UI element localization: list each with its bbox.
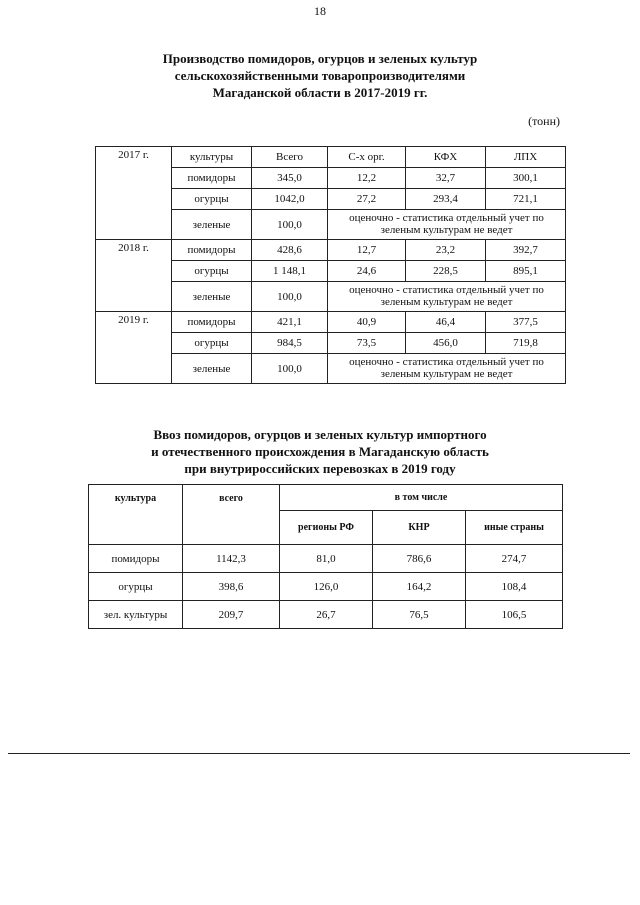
note-cell: оценочно - статистика отдельный учет по зеленым культурам не ведет	[328, 354, 566, 384]
value-cell: 1 148,1	[252, 261, 328, 282]
import-table-title	[80, 426, 560, 477]
header-cell: 2017 г.	[96, 147, 172, 240]
crop-cell: зеленые	[172, 210, 252, 240]
import-table	[88, 484, 563, 629]
value-cell: 27,2	[328, 189, 406, 210]
crop-cell: зел. культуры	[89, 601, 183, 629]
value-cell: 345,0	[252, 168, 328, 189]
value-cell: 32,7	[406, 168, 486, 189]
header-cell: Всего	[252, 147, 328, 168]
crop-cell: огурцы	[172, 333, 252, 354]
unit-label: (тонн)	[528, 114, 560, 128]
value-cell: 392,7	[486, 240, 566, 261]
year-cell: 2019 г.	[96, 312, 172, 384]
header-cell: всего	[183, 485, 280, 545]
value-cell: 719,8	[486, 333, 566, 354]
value-cell: 300,1	[486, 168, 566, 189]
note-cell: оценочно - статистика отдельный учет по зеленым культурам не ведет	[328, 282, 566, 312]
value-cell: 274,7	[466, 545, 563, 573]
title-line: при внутрироссийских перевозках в 2019 году	[184, 461, 456, 476]
title-line: Магаданской области в 2017-2019 гг.	[212, 85, 428, 100]
value-cell: 23,2	[406, 240, 486, 261]
value-cell: 984,5	[252, 333, 328, 354]
table-row	[89, 573, 563, 601]
table-header-row	[96, 147, 566, 168]
header-cell: С-х орг.	[328, 147, 406, 168]
table-row	[96, 312, 566, 333]
value-cell: 40,9	[328, 312, 406, 333]
crop-cell: помидоры	[172, 312, 252, 333]
subheader-cell: иные страны	[466, 511, 563, 545]
page-number: 18	[314, 4, 326, 18]
title-line: и отечественного происхождения в Магаданскую область	[151, 444, 489, 459]
production-table-title	[80, 50, 560, 101]
title-line: сельскохозяйственными товаропроизводителями	[174, 68, 466, 83]
value-cell: 456,0	[406, 333, 486, 354]
crop-cell: помидоры	[172, 240, 252, 261]
value-cell: 428,6	[252, 240, 328, 261]
value-cell: 293,4	[406, 189, 486, 210]
title-line: Производство помидоров, огурцов и зеленых культур	[162, 51, 478, 66]
value-cell: 100,0	[252, 282, 328, 312]
value-cell: 100,0	[252, 210, 328, 240]
value-cell: 164,2	[373, 573, 466, 601]
value-cell: 106,5	[466, 601, 563, 629]
value-cell: 76,5	[373, 601, 466, 629]
header-cell: КФХ	[406, 147, 486, 168]
subheader-cell: КНР	[373, 511, 466, 545]
value-cell: 100,0	[252, 354, 328, 384]
header-cell: культуры	[172, 147, 252, 168]
table-row	[89, 545, 563, 573]
crop-cell: зеленые	[172, 354, 252, 384]
table-header-row	[89, 485, 563, 511]
value-cell: 24,6	[328, 261, 406, 282]
header-cell: ЛПХ	[486, 147, 566, 168]
value-cell: 46,4	[406, 312, 486, 333]
title-line: Ввоз помидоров, огурцов и зеленых культур импортного	[153, 427, 487, 442]
value-cell: 721,1	[486, 189, 566, 210]
value-cell: 421,1	[252, 312, 328, 333]
value-cell: 228,5	[406, 261, 486, 282]
value-cell: 12,2	[328, 168, 406, 189]
value-cell: 1142,3	[183, 545, 280, 573]
production-table	[95, 146, 566, 384]
table-row	[89, 601, 563, 629]
footer-divider	[8, 753, 630, 754]
crop-cell: зеленые	[172, 282, 252, 312]
value-cell: 895,1	[486, 261, 566, 282]
subheader-cell: регионы РФ	[280, 511, 373, 545]
value-cell: 786,6	[373, 545, 466, 573]
value-cell: 126,0	[280, 573, 373, 601]
value-cell: 377,5	[486, 312, 566, 333]
year-cell: 2018 г.	[96, 240, 172, 312]
value-cell: 398,6	[183, 573, 280, 601]
note-cell: оценочно - статистика отдельный учет по зеленым культурам не ведет	[328, 210, 566, 240]
value-cell: 108,4	[466, 573, 563, 601]
crop-cell: помидоры	[172, 168, 252, 189]
crop-cell: огурцы	[89, 573, 183, 601]
header-cell: в том числе	[280, 485, 563, 511]
value-cell: 12,7	[328, 240, 406, 261]
value-cell: 1042,0	[252, 189, 328, 210]
value-cell: 26,7	[280, 601, 373, 629]
crop-cell: помидоры	[89, 545, 183, 573]
table-row	[96, 240, 566, 261]
header-cell: культура	[89, 485, 183, 545]
crop-cell: огурцы	[172, 189, 252, 210]
value-cell: 209,7	[183, 601, 280, 629]
value-cell: 73,5	[328, 333, 406, 354]
crop-cell: огурцы	[172, 261, 252, 282]
value-cell: 81,0	[280, 545, 373, 573]
